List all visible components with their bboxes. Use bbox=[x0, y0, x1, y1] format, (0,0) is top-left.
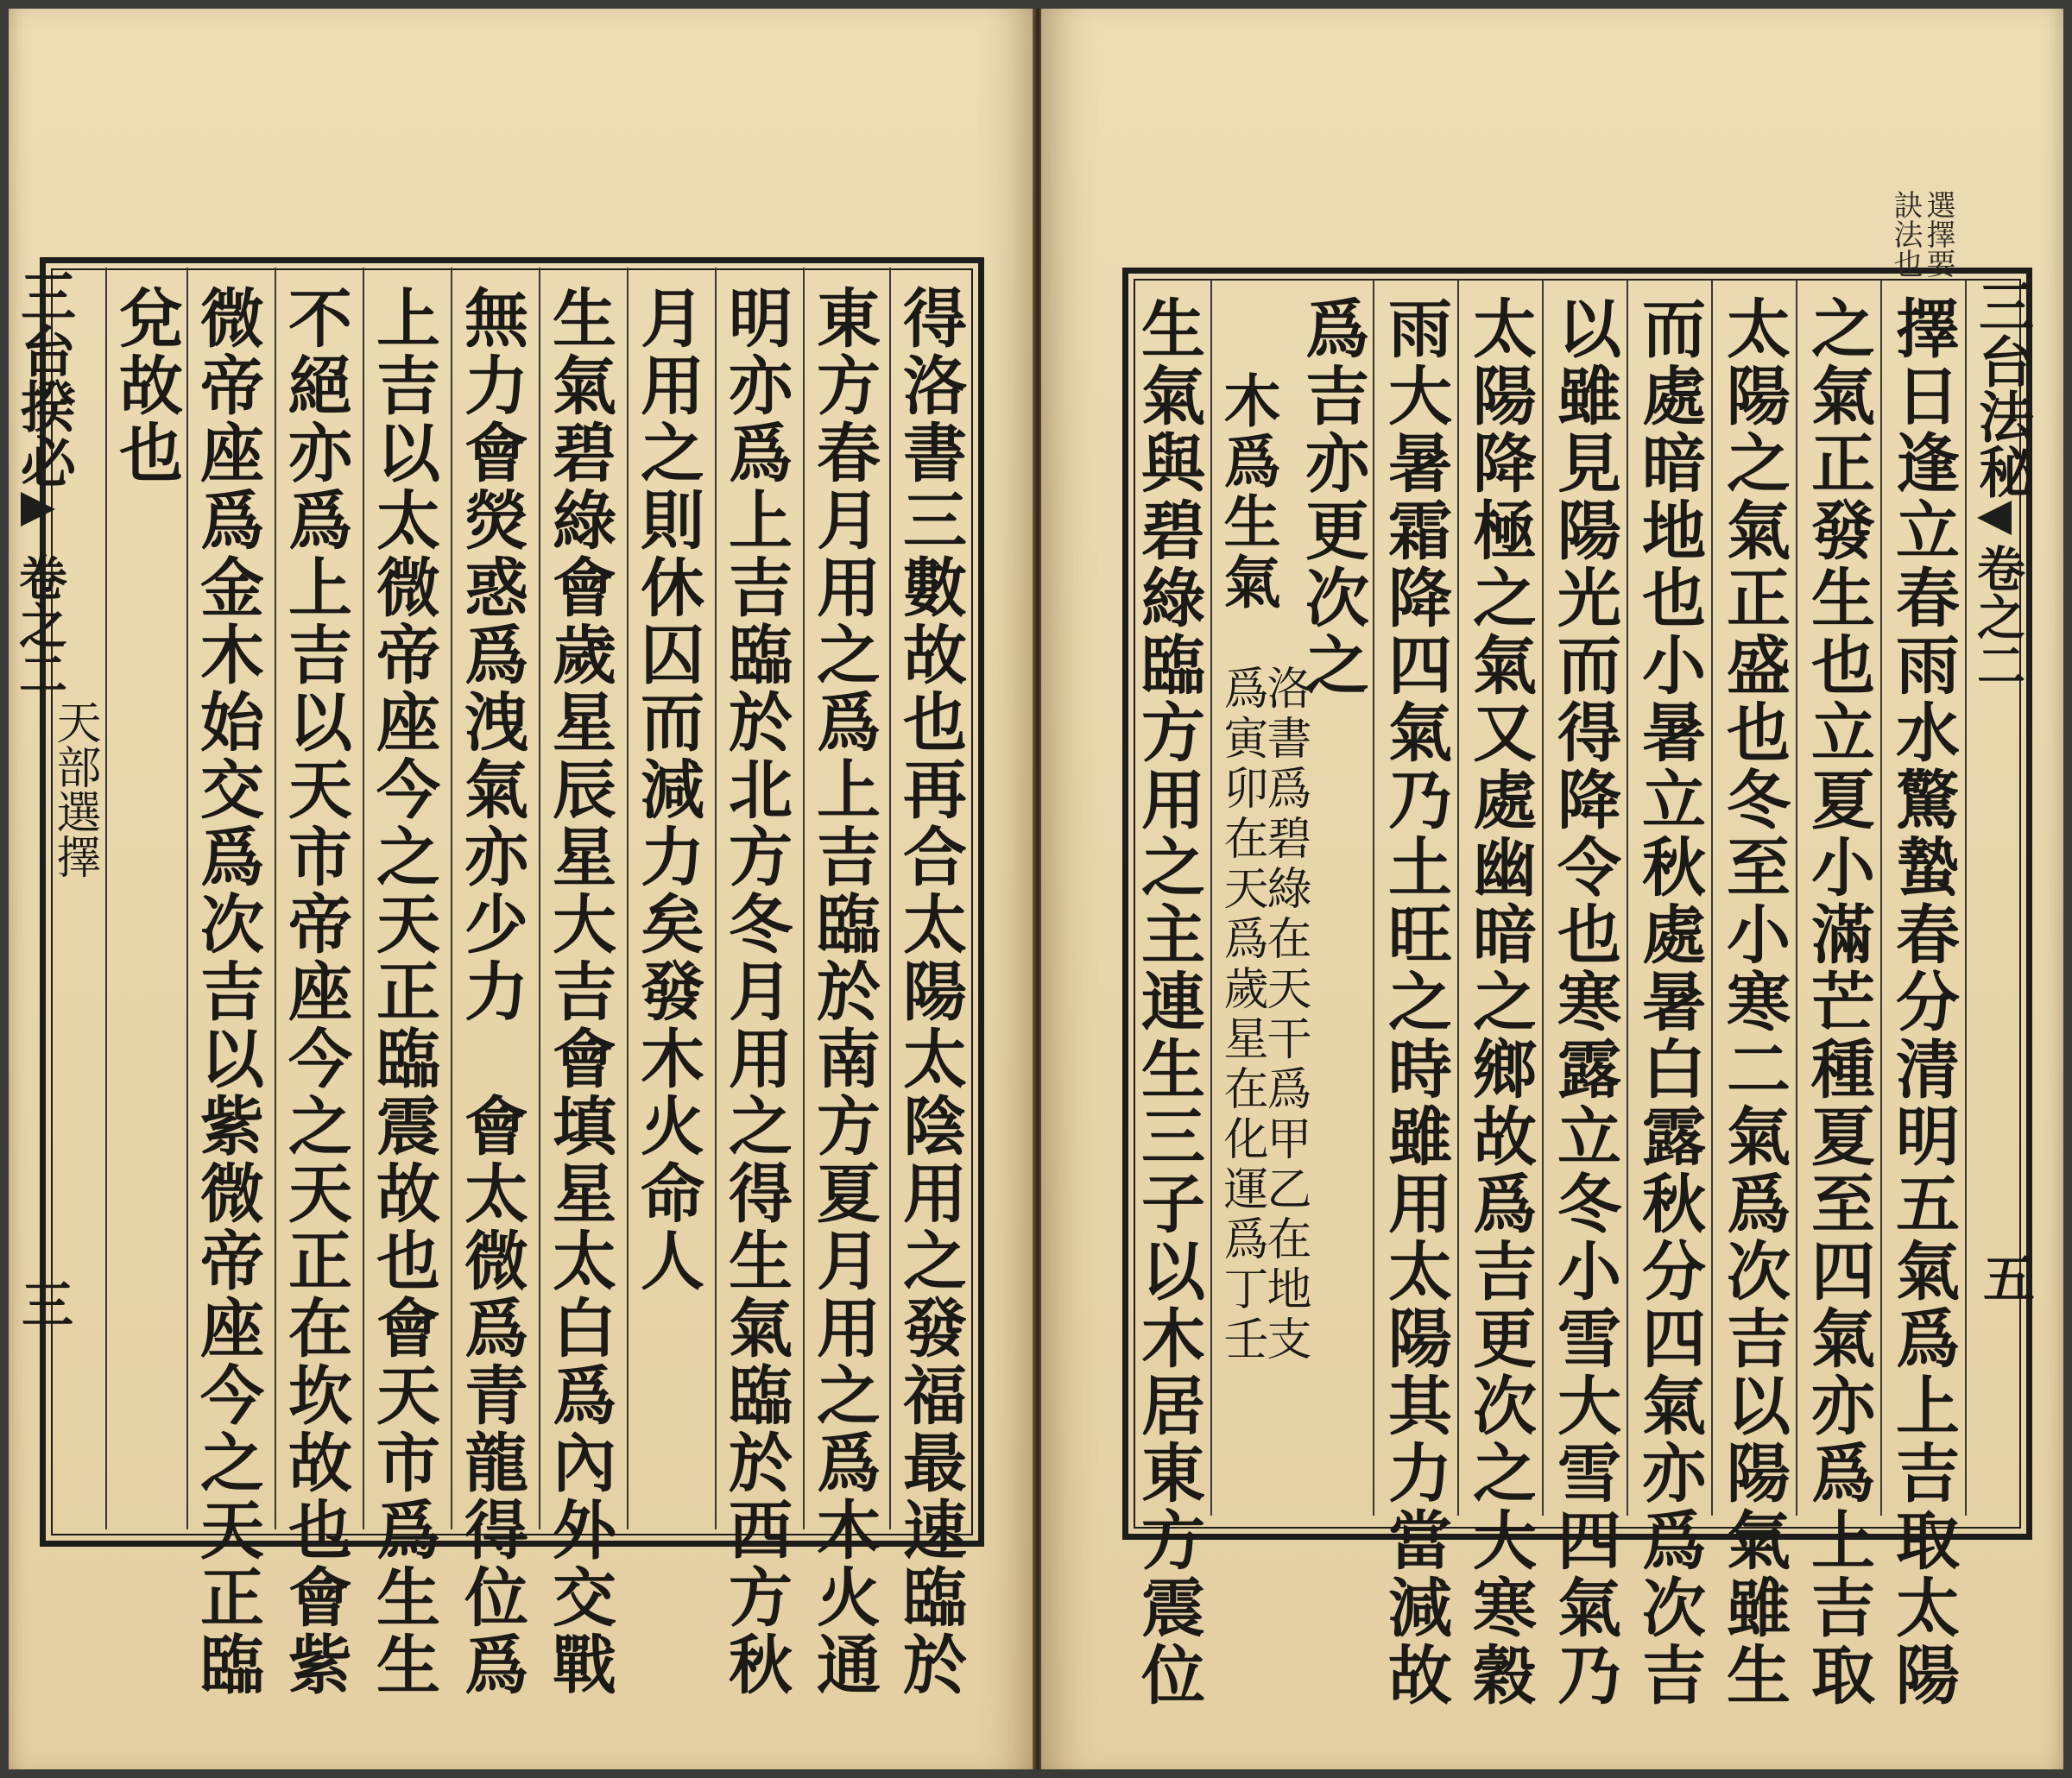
right-margin-title: 三台法秘 bbox=[1969, 278, 2034, 499]
right-column-4: 而處暗地也小暑立秋處暑白露秋分四氣亦爲次吉 bbox=[1632, 295, 1706, 1709]
left-column-2: 東方春月用之爲上吉臨於南方夏月用之爲木火通 bbox=[806, 285, 881, 1699]
right-column-3: 太陽之氣正盛也冬至小寒二氣爲次吉以陽氣雖生 bbox=[1716, 295, 1791, 1709]
note-line-1: 洛書爲碧綠在天干爲甲乙在地支 bbox=[1259, 665, 1311, 1365]
top-annotation-b: 訣法也 bbox=[1888, 190, 1923, 278]
right-column-5: 以雖見陽光而得降令也寒露立冬小雪大雪四氣乃 bbox=[1547, 295, 1621, 1709]
left-column-7: 上吉以太微帝座今之天正臨震故也會天市爲生生 bbox=[366, 285, 440, 1699]
left-column-8: 不絕亦爲上吉以天市帝座今之天正在坎故也會紫 bbox=[278, 285, 352, 1699]
note-heading: 木爲生氣 bbox=[1214, 371, 1281, 613]
left-column-1: 得洛書三數故也再合太陽太陰用之發福最速臨於 bbox=[893, 285, 967, 1699]
note-line-2: 爲寅卯在天爲歲星在化運爲丁壬 bbox=[1216, 665, 1267, 1365]
left-margin-volume: 卷之二 bbox=[11, 552, 68, 697]
left-column-4: 月用之則休囚而減力矣發木火命人 bbox=[630, 285, 704, 1295]
right-final-column: 生氣與碧綠臨方用之主連生三子以木居東方震位 bbox=[1131, 295, 1205, 1709]
left-margin-section: 天部選擇 bbox=[48, 699, 100, 879]
right-column-2: 之氣正發生也立夏小滿芒種夏至四氣亦爲上吉取 bbox=[1801, 295, 1875, 1709]
book-spread bbox=[9, 9, 2063, 1769]
left-column-9: 微帝座爲金木始交爲次吉以紫微帝座今之天正臨 bbox=[190, 285, 264, 1699]
fish-tail-mark-icon bbox=[1977, 501, 2012, 535]
left-column-10: 兌故也 bbox=[109, 285, 183, 487]
left-column-5: 生氣碧綠會歲星辰星大吉會填星太白爲內外交戰 bbox=[542, 285, 616, 1699]
left-page bbox=[9, 9, 1034, 1769]
left-column-6: 無力會熒惑爲洩氣亦少力 會太微爲青龍得位爲 bbox=[454, 285, 528, 1699]
left-margin-page: 三 bbox=[13, 1277, 73, 1329]
right-column-8: 爲吉亦更次之 bbox=[1295, 295, 1369, 699]
right-margin-page: 五 bbox=[1974, 1252, 2035, 1303]
fish-tail-mark-icon bbox=[21, 492, 55, 526]
right-page bbox=[1041, 9, 2063, 1769]
right-column-1: 擇日逢立春雨水驚蟄春分清明五氣爲上吉取太陽 bbox=[1886, 295, 1960, 1709]
top-annotation-a: 選擇要 bbox=[1921, 190, 1955, 278]
right-column-6: 太陽降極之氣又處幽暗之鄉故爲吉更次之大寒穀 bbox=[1462, 295, 1537, 1709]
right-margin-volume: 卷之二 bbox=[1969, 544, 2026, 689]
left-column-3: 明亦爲上吉臨於北方冬月用之得生氣臨於西方秋 bbox=[718, 285, 793, 1699]
right-column-7: 雨大暑霜降四氣乃土旺之時雖用太陽其力當減故 bbox=[1378, 295, 1452, 1709]
left-margin-title: 三台揆必 bbox=[11, 268, 76, 489]
